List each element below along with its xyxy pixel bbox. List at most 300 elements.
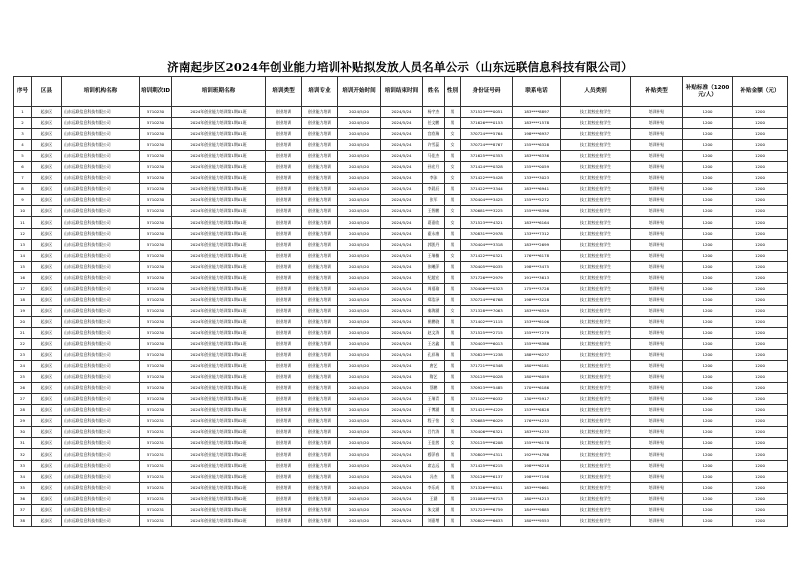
table-cell: 2024/5/24 — [381, 471, 423, 482]
table-cell: 371625****0353 — [461, 151, 513, 162]
table-cell: 5710231 — [140, 449, 172, 460]
table-cell: 培训补贴 — [631, 405, 683, 416]
table-cell: 技工院校在校学生 — [561, 184, 631, 195]
table-cell: 5710231 — [140, 515, 172, 526]
table-cell: 2024/5/20 — [338, 327, 381, 338]
table-cell: 创业能力培训 — [302, 438, 338, 449]
table-cell: 192****4786 — [513, 449, 561, 460]
table-cell: 培训补贴 — [631, 493, 683, 504]
table-row — [14, 118, 788, 129]
column-header: 补贴标准（1200元/人） — [683, 77, 733, 107]
table-cell: 2024/5/20 — [338, 118, 381, 129]
table-cell: 技工院校在校学生 — [561, 228, 631, 239]
table-cell: 2024年创业能力培训第1期01班 — [172, 184, 266, 195]
table-cell: 1200 — [733, 394, 788, 405]
table-cell: 培训补贴 — [631, 272, 683, 283]
table-cell: 起步区 — [32, 228, 62, 239]
table-cell: 山东远联信息科技有限公司 — [62, 261, 140, 272]
table-cell: 2024/5/20 — [338, 438, 381, 449]
table-cell: 技工院校在校学生 — [561, 361, 631, 372]
table-cell: 2024/5/20 — [338, 250, 381, 261]
table-cell: 370125****6208 — [461, 438, 513, 449]
table-cell: 2024/5/20 — [338, 206, 381, 217]
table-cell: 370406****6321 — [461, 427, 513, 438]
table-cell: 1200 — [733, 361, 788, 372]
table-cell: 371626****0153 — [461, 118, 513, 129]
table-row — [14, 151, 788, 162]
table-cell: 创业培训 — [266, 338, 302, 349]
table-cell: 李乐成 — [423, 482, 445, 493]
table-cell: 5710230 — [140, 405, 172, 416]
table-cell: 184****9885 — [513, 504, 561, 515]
table-cell: 5710230 — [140, 228, 172, 239]
table-cell: 2024/5/20 — [338, 151, 381, 162]
table-cell: 郭凯丹 — [423, 239, 445, 250]
table-cell: 王瑞楠 — [423, 250, 445, 261]
table-cell: 153****6828 — [513, 405, 561, 416]
table-cell: 1200 — [683, 239, 733, 250]
table-cell: 1200 — [683, 283, 733, 294]
table-cell: 5710230 — [140, 261, 172, 272]
table-cell: 任文鹏 — [423, 118, 445, 129]
table-cell: 155****0059 — [513, 162, 561, 173]
table-cell: 370802****6633 — [461, 515, 513, 526]
table-cell: 38 — [14, 515, 32, 526]
table-cell: 创业培训 — [266, 217, 302, 228]
table-cell: 5710230 — [140, 239, 172, 250]
table-cell: 山东远联信息科技有限公司 — [62, 316, 140, 327]
table-cell: 2024/5/20 — [338, 416, 381, 427]
table-cell: 1200 — [683, 118, 733, 129]
table-cell: 5710231 — [140, 416, 172, 427]
table-cell: 男 — [445, 427, 461, 438]
table-cell: 创业能力培训 — [302, 316, 338, 327]
table-cell: 5710231 — [140, 460, 172, 471]
table-cell: 技工院校在校学生 — [561, 107, 631, 118]
table-cell: 5710231 — [140, 504, 172, 515]
table-cell: 371723****6759 — [461, 504, 513, 515]
table-cell: 1200 — [733, 350, 788, 361]
table-cell: 技工院校在校学生 — [561, 305, 631, 316]
table-cell: 31 — [14, 438, 32, 449]
table-cell: 男 — [445, 482, 461, 493]
table-cell: 培训补贴 — [631, 515, 683, 526]
table-row — [14, 449, 788, 460]
table-cell: 男 — [445, 294, 461, 305]
table-cell: 创业培训 — [266, 515, 302, 526]
table-cell: 技工院校在校学生 — [561, 394, 631, 405]
table-cell: 培训补贴 — [631, 482, 683, 493]
table-header-row — [14, 77, 788, 107]
table-row — [14, 504, 788, 515]
table-cell: 起步区 — [32, 316, 62, 327]
table-cell: 2024/5/20 — [338, 405, 381, 416]
table-cell: 起步区 — [32, 372, 62, 383]
table-cell: 5710230 — [140, 338, 172, 349]
table-cell: 26 — [14, 383, 32, 394]
table-cell: 于博涵 — [423, 405, 445, 416]
table-cell: 创业培训 — [266, 316, 302, 327]
table-cell: 2024年创业能力培训第1期01班 — [172, 217, 266, 228]
table-cell: 231084****6713 — [461, 493, 513, 504]
table-cell: 2024/5/24 — [381, 283, 423, 294]
table-cell: 1200 — [733, 405, 788, 416]
table-cell: 1200 — [733, 305, 788, 316]
table-row — [14, 173, 788, 184]
table-cell: 培训补贴 — [631, 504, 683, 515]
column-header: 区县 — [32, 77, 62, 107]
table-cell: 男 — [445, 272, 461, 283]
table-cell: 山东远联信息科技有限公司 — [62, 427, 140, 438]
table-cell: 1200 — [683, 449, 733, 460]
table-cell: 创业能力培训 — [302, 217, 338, 228]
table-cell: 1200 — [683, 250, 733, 261]
table-cell: 1200 — [733, 173, 788, 184]
table-cell: 创业培训 — [266, 283, 302, 294]
table-cell: 培训补贴 — [631, 350, 683, 361]
table-cell: 1200 — [683, 515, 733, 526]
table-cell: 1200 — [683, 493, 733, 504]
table-cell: 山东远联信息科技有限公司 — [62, 129, 140, 140]
table-cell: 180****4213 — [513, 493, 561, 504]
table-cell: 5710230 — [140, 107, 172, 118]
table-cell: 山东远联信息科技有限公司 — [62, 460, 140, 471]
table-row — [14, 405, 788, 416]
table-cell: 34 — [14, 471, 32, 482]
table-cell: 1200 — [683, 184, 733, 195]
table-cell: 技工院校在校学生 — [561, 471, 631, 482]
table-row — [14, 471, 788, 482]
table-cell: 2024年创业能力培训第1期02班 — [172, 449, 266, 460]
column-header: 培训类型 — [266, 77, 302, 107]
table-cell: 155****6178 — [513, 438, 561, 449]
table-cell: 2024年创业能力培训第1期01班 — [172, 239, 266, 250]
table-cell: 马佳杰 — [423, 151, 445, 162]
table-cell: 创业能力培训 — [302, 283, 338, 294]
table-row — [14, 283, 788, 294]
table-cell: 2024/5/20 — [338, 294, 381, 305]
table-cell: 2024年创业能力培训第1期01班 — [172, 250, 266, 261]
table-cell: 370803****4311 — [461, 449, 513, 460]
table-cell: 2024/5/24 — [381, 449, 423, 460]
table-cell: 创业培训 — [266, 438, 302, 449]
table-cell: 男 — [445, 118, 461, 129]
table-cell: 山东远联信息科技有限公司 — [62, 283, 140, 294]
table-cell: 起步区 — [32, 460, 62, 471]
table-cell: 男 — [445, 261, 461, 272]
table-cell: 创业培训 — [266, 471, 302, 482]
table-cell: 1200 — [683, 405, 733, 416]
table-row — [14, 261, 788, 272]
table-cell: 370404****3318 — [461, 239, 513, 250]
table-row — [14, 316, 788, 327]
table-cell: 2024年创业能力培训第1期02班 — [172, 438, 266, 449]
table-cell: 席志远 — [423, 460, 445, 471]
table-cell: 1200 — [683, 107, 733, 118]
column-header: 培训期次ID — [140, 77, 172, 107]
table-cell: 技工院校在校学生 — [561, 438, 631, 449]
table-cell: 创业能力培训 — [302, 151, 338, 162]
table-cell: 创业能力培训 — [302, 118, 338, 129]
table-cell: 5710230 — [140, 294, 172, 305]
table-cell: 起步区 — [32, 394, 62, 405]
table-cell: 5710230 — [140, 162, 172, 173]
table-cell: 山东远联信息科技有限公司 — [62, 184, 140, 195]
table-cell: 1200 — [683, 261, 733, 272]
table-cell: 1200 — [683, 162, 733, 173]
table-cell: 2024/5/20 — [338, 107, 381, 118]
table-cell: 1200 — [733, 416, 788, 427]
table-cell: 3 — [14, 129, 32, 140]
table-cell: 2024年创业能力培训第1期01班 — [172, 173, 266, 184]
table-cell: 起步区 — [32, 515, 62, 526]
table-cell: 153****6106 — [513, 316, 561, 327]
table-row — [14, 383, 788, 394]
table-cell: 隋艺 — [423, 372, 445, 383]
table-cell: 2024/5/20 — [338, 515, 381, 526]
table-cell: 2024/5/20 — [338, 140, 381, 151]
table-cell: 170****6186 — [513, 383, 561, 394]
table-cell: 创业培训 — [266, 250, 302, 261]
table-cell: 2024/5/24 — [381, 383, 423, 394]
table-cell: 13 — [14, 239, 32, 250]
table-cell: 秦海涵 — [423, 305, 445, 316]
table-cell: 371422****3344 — [461, 184, 513, 195]
table-cell: 起步区 — [32, 140, 62, 151]
table-cell: 5710230 — [140, 350, 172, 361]
table-cell: 创业培训 — [266, 294, 302, 305]
table-cell: 2024/5/20 — [338, 228, 381, 239]
table-cell: 7 — [14, 173, 32, 184]
table-cell: 王名鑫 — [423, 338, 445, 349]
table-cell: 起步区 — [32, 327, 62, 338]
table-cell: 创业能力培训 — [302, 107, 338, 118]
table-cell: 培训补贴 — [631, 316, 683, 327]
table-cell: 起步区 — [32, 129, 62, 140]
table-cell: 2024/5/20 — [338, 504, 381, 515]
table-cell: 15 — [14, 261, 32, 272]
table-cell: 培训补贴 — [631, 283, 683, 294]
table-cell: 183****6336 — [513, 151, 561, 162]
table-cell: 2024/5/20 — [338, 372, 381, 383]
table-cell: 2024年创业能力培训第1期01班 — [172, 294, 266, 305]
table-cell: 2024/5/20 — [338, 129, 381, 140]
table-cell: 175****3728 — [513, 283, 561, 294]
table-cell: 霍永康 — [423, 228, 445, 239]
table-cell: 起步区 — [32, 283, 62, 294]
table-cell: 女 — [445, 250, 461, 261]
table-cell: 2024/5/24 — [381, 515, 423, 526]
table-cell: 1200 — [683, 140, 733, 151]
table-cell: 山东远联信息科技有限公司 — [62, 405, 140, 416]
table-cell: 山东远联信息科技有限公司 — [62, 107, 140, 118]
table-cell: 5710230 — [140, 394, 172, 405]
table-cell: 1200 — [683, 394, 733, 405]
table-cell: 2024年创业能力培训第1期01班 — [172, 272, 266, 283]
table-cell: 371523****4321 — [461, 217, 513, 228]
table-cell: 创业培训 — [266, 405, 302, 416]
table-cell: 14 — [14, 250, 32, 261]
table-cell: 371421****4229 — [461, 405, 513, 416]
table-cell: 创业能力培训 — [302, 416, 338, 427]
table-cell: 12 — [14, 228, 32, 239]
table-cell: 2024/5/24 — [381, 173, 423, 184]
table-cell: 371102****6032 — [461, 394, 513, 405]
table-cell: 技工院校在校学生 — [561, 294, 631, 305]
table-cell: 男 — [445, 107, 461, 118]
table-cell: 创业能力培训 — [302, 228, 338, 239]
table-cell: 23 — [14, 350, 32, 361]
table-cell: 山东远联信息科技有限公司 — [62, 217, 140, 228]
table-cell: 技工院校在校学生 — [561, 217, 631, 228]
table-cell: 2024/5/24 — [381, 239, 423, 250]
table-cell: 2024/5/24 — [381, 206, 423, 217]
table-cell: 培训补贴 — [631, 184, 683, 195]
table-cell: 山东远联信息科技有限公司 — [62, 151, 140, 162]
table-cell: 李晨辰 — [423, 184, 445, 195]
table-cell: 183****4233 — [513, 427, 561, 438]
table-cell: 技工院校在校学生 — [561, 493, 631, 504]
table-cell: 创业能力培训 — [302, 327, 338, 338]
table-cell: 宫欣瑞 — [423, 129, 445, 140]
table-cell: 赵文涛 — [423, 327, 445, 338]
table-cell: 技工院校在校学生 — [561, 129, 631, 140]
table-cell: 2024/5/20 — [338, 261, 381, 272]
table-cell: 技工院校在校学生 — [561, 372, 631, 383]
table-cell: 山东远联信息科技有限公司 — [62, 449, 140, 460]
table-cell: 技工院校在校学生 — [561, 261, 631, 272]
table-cell: 培训补贴 — [631, 394, 683, 405]
table-cell: 370681****3225 — [461, 206, 513, 217]
table-cell: 371326****6511 — [461, 482, 513, 493]
table-cell: 5710230 — [140, 305, 172, 316]
table-cell: 1200 — [683, 460, 733, 471]
table-cell: 山东远联信息科技有限公司 — [62, 350, 140, 361]
column-header: 培训班期名称 — [172, 77, 266, 107]
table-cell: 180****6059 — [513, 372, 561, 383]
table-cell: 2024年创业能力培训第1期01班 — [172, 283, 266, 294]
table-cell: 1200 — [733, 272, 788, 283]
table-cell: 创业培训 — [266, 129, 302, 140]
table-cell: 2024年创业能力培训第1期01班 — [172, 129, 266, 140]
table-cell: 男 — [445, 493, 461, 504]
table-cell: 创业能力培训 — [302, 261, 338, 272]
table-cell: 2024/5/20 — [338, 195, 381, 206]
table-cell: 山东远联信息科技有限公司 — [62, 482, 140, 493]
table-cell: 2024/5/24 — [381, 305, 423, 316]
table-cell: 山东远联信息科技有限公司 — [62, 438, 140, 449]
table-cell: 创业培训 — [266, 449, 302, 460]
table-cell: 创业培训 — [266, 383, 302, 394]
table-cell: 培训补贴 — [631, 449, 683, 460]
table-cell: 370923****5485 — [461, 383, 513, 394]
table-cell: 山东远联信息科技有限公司 — [62, 515, 140, 526]
table-row — [14, 228, 788, 239]
table-cell: 2024/5/20 — [338, 482, 381, 493]
table-cell: 5710231 — [140, 493, 172, 504]
table-row — [14, 107, 788, 118]
table-cell: 8 — [14, 184, 32, 195]
table-cell: 培训补贴 — [631, 107, 683, 118]
table-cell: 创业能力培训 — [302, 294, 338, 305]
table-cell: 2024/5/24 — [381, 228, 423, 239]
table-cell: 1200 — [733, 372, 788, 383]
table-cell: 2024/5/24 — [381, 416, 423, 427]
table-cell: 2024年创业能力培训第1期01班 — [172, 151, 266, 162]
table-cell: 山东远联信息科技有限公司 — [62, 162, 140, 173]
table-cell: 技工院校在校学生 — [561, 140, 631, 151]
table-cell: 1200 — [733, 482, 788, 493]
table-cell: 2024/5/24 — [381, 107, 423, 118]
table-cell: 技工院校在校学生 — [561, 383, 631, 394]
table-cell: 5710231 — [140, 438, 172, 449]
table-cell: 创业能力培训 — [302, 184, 338, 195]
table-cell: 培训补贴 — [631, 471, 683, 482]
table-cell: 180****6181 — [513, 361, 561, 372]
table-cell: 男 — [445, 338, 461, 349]
table-cell: 起步区 — [32, 350, 62, 361]
table-cell: 王智鹏 — [423, 206, 445, 217]
table-cell: 371425****6215 — [461, 460, 513, 471]
table-cell: 16 — [14, 272, 32, 283]
table-cell: 技工院校在校学生 — [561, 195, 631, 206]
table-cell: 370406****0323 — [461, 283, 513, 294]
table-cell: 371525****2715 — [461, 327, 513, 338]
table-cell: 起步区 — [32, 482, 62, 493]
table-cell: 1200 — [683, 305, 733, 316]
table-cell: 1200 — [733, 151, 788, 162]
table-cell: 183****1578 — [513, 118, 561, 129]
table-cell: 技工院校在校学生 — [561, 504, 631, 515]
table-cell: 1200 — [683, 173, 733, 184]
table-row — [14, 372, 788, 383]
table-cell: 男 — [445, 239, 461, 250]
table-cell: 2024/5/20 — [338, 283, 381, 294]
table-cell: 183****6529 — [513, 305, 561, 316]
table-cell: 技工院校在校学生 — [561, 173, 631, 184]
table-cell: 王瑞青 — [423, 394, 445, 405]
table-cell: 1200 — [733, 294, 788, 305]
table-row — [14, 129, 788, 140]
table-cell: 155****8386 — [513, 338, 561, 349]
column-header: 联系电话 — [513, 77, 561, 107]
table-cell: 9 — [14, 195, 32, 206]
table-cell: 女 — [445, 206, 461, 217]
table-cell: 1200 — [733, 129, 788, 140]
table-cell: 女 — [445, 217, 461, 228]
table-cell: 培训补贴 — [631, 217, 683, 228]
table-cell: 创业能力培训 — [302, 427, 338, 438]
table-cell: 起步区 — [32, 151, 62, 162]
table-cell: 培训补贴 — [631, 294, 683, 305]
table-cell: 技工院校在校学生 — [561, 482, 631, 493]
table-cell: 22 — [14, 338, 32, 349]
table-cell: 2024/5/24 — [381, 405, 423, 416]
table-cell: 创业能力培训 — [302, 338, 338, 349]
table-cell: 创业培训 — [266, 228, 302, 239]
table-cell: 技工院校在校学生 — [561, 250, 631, 261]
table-cell: 2024年创业能力培训第1期01班 — [172, 338, 266, 349]
table-cell: 2024/5/20 — [338, 361, 381, 372]
table-cell: 创业能力培训 — [302, 405, 338, 416]
table-cell: 1200 — [683, 129, 733, 140]
table-cell: 1200 — [733, 471, 788, 482]
table-cell: 男 — [445, 515, 461, 526]
table-cell: 创业培训 — [266, 261, 302, 272]
table-cell: 2024/5/20 — [338, 383, 381, 394]
table-cell: 5710230 — [140, 129, 172, 140]
table-cell: 张军 — [423, 195, 445, 206]
